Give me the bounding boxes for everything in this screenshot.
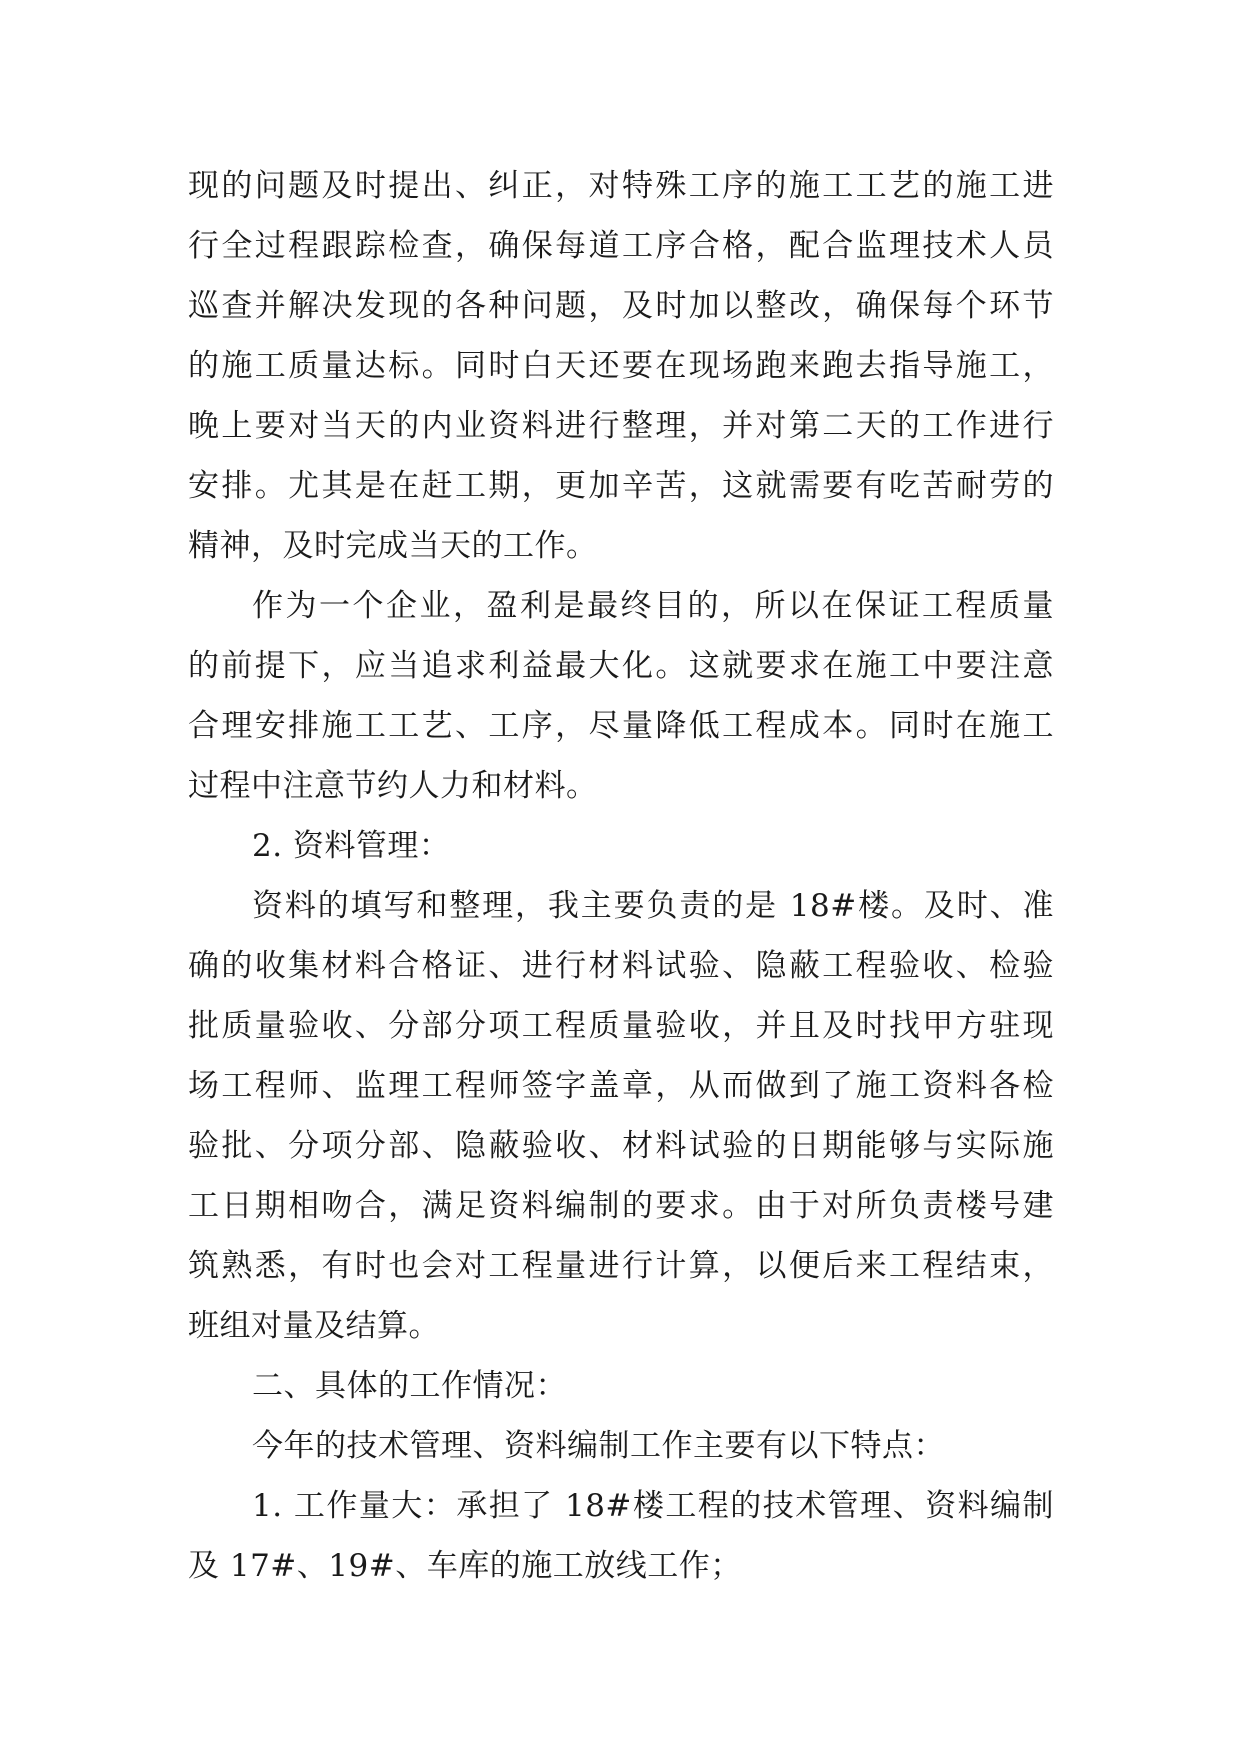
text-line: 安排。尤其是在赶工期，更加辛苦，这就需要有吃苦耐劳的 [188,468,1054,504]
text-line: 工日期相吻合，满足资料编制的要求。由于对所负责楼号建 [188,1188,1054,1224]
paragraph-workload [188,1476,1054,1596]
text-line: 巡查并解决发现的各种问题，及时加以整改，确保每个环节 [188,288,1054,324]
text-line: 批质量验收、分部分项工程质量验收，并且及时找甲方驻现 [188,1008,1054,1044]
paragraph-features-intro [188,1416,1054,1476]
text-line: 行全过程跟踪检查，确保每道工序合格，配合监理技术人员 [188,228,1054,264]
text-line: 精神，及时完成当天的工作。 [188,528,598,564]
document-body [188,156,1054,1596]
text-line: 晚上要对当天的内业资料进行整理，并对第二天的工作进行 [188,408,1054,444]
heading-data-management [188,816,1054,876]
text-line: 现的问题及时提出、纠正，对特殊工序的施工工艺的施工进 [188,168,1054,204]
text-line: 及 17#、19#、车库的施工放线工作； [188,1548,742,1584]
text-line: 过程中注意节约人力和材料。 [188,768,598,804]
paragraph-data-management [188,876,1054,1356]
heading-work-situation [188,1356,1054,1416]
text-line: 的前提下，应当追求利益最大化。这就要求在施工中要注意 [188,648,1054,684]
paragraph-quality-control [188,156,1054,576]
text-line: 合理安排施工工艺、工序，尽量降低工程成本。同时在施工 [188,708,1054,744]
text-line: 作为一个企业，盈利是最终目的，所以在保证工程质量 [252,588,1054,624]
text-line: 2. 资料管理： [252,828,451,864]
text-line: 二、具体的工作情况： [252,1368,567,1404]
text-line: 确的收集材料合格证、进行材料试验、隐蔽工程验收、检验 [188,948,1054,984]
text-line: 的施工质量达标。同时白天还要在现场跑来跑去指导施工， [188,348,1054,384]
text-line: 班组对量及结算。 [188,1308,440,1344]
text-line: 1. 工作量大：承担了 18#楼工程的技术管理、资料编制 [252,1488,1054,1524]
text-line: 资料的填写和整理，我主要负责的是 18#楼。及时、准 [252,888,1054,924]
paragraph-profit [188,576,1054,816]
text-line: 筑熟悉，有时也会对工程量进行计算，以便后来工程结束， [188,1248,1054,1284]
text-line: 场工程师、监理工程师签字盖章，从而做到了施工资料各检 [188,1068,1054,1104]
text-line: 验批、分项分部、隐蔽验收、材料试验的日期能够与实际施 [188,1128,1054,1164]
text-line: 今年的技术管理、资料编制工作主要有以下特点： [252,1428,945,1464]
